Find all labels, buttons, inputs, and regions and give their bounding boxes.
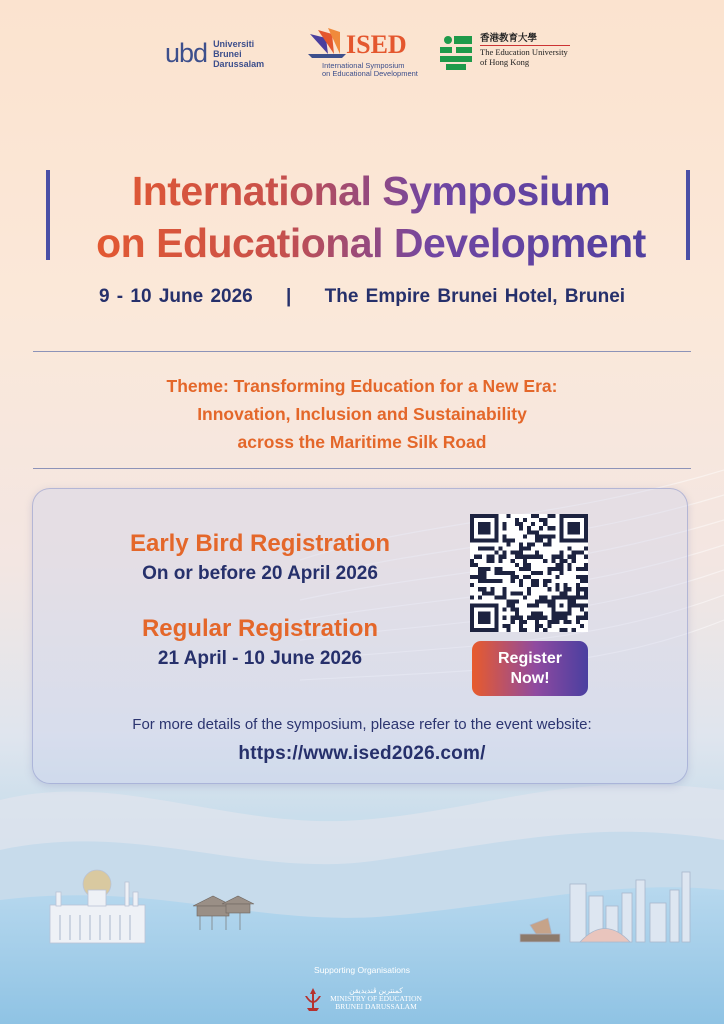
divider-bottom — [33, 468, 691, 469]
eduhk-logo — [440, 34, 570, 70]
register-button-line2: Now! — [510, 669, 550, 687]
event-separator: | — [286, 286, 292, 307]
event-venue: The Empire Brunei Hotel, Brunei — [324, 286, 626, 307]
ubd-line1: Universiti — [213, 38, 255, 49]
ised-line2: on Educational Development — [322, 69, 418, 78]
page-title — [56, 165, 686, 269]
moe-crest-icon — [302, 986, 324, 1012]
qr-code-icon[interactable] — [470, 514, 588, 632]
theme-line2: Innovation, Inclusion and Sustainability — [197, 404, 527, 424]
ubd-logo-mark: ubd — [165, 38, 208, 68]
regular-date: 21 April - 10 June 2026 — [157, 648, 363, 669]
moe-line2: BRUNEI DARUSSALAM — [335, 1002, 417, 1011]
ubd-line2: Brunei — [213, 48, 242, 59]
eduhk-line1: The Education University — [480, 47, 568, 57]
ubd-line3: Darussalam — [213, 58, 265, 69]
ised-logo — [306, 20, 416, 80]
details-text: For more details of the symposium, please refer to the event website: — [132, 716, 592, 733]
eduhk-line2: of Hong Kong — [480, 57, 530, 67]
ised-line1: International Symposium — [322, 61, 405, 70]
register-button-line1: Register — [497, 649, 563, 667]
title-bar-left — [46, 170, 50, 260]
title-line2: on Educational Development — [96, 220, 646, 266]
moe-jawi: كمنترين ڤنديديقن — [349, 986, 403, 995]
regular-title: Regular Registration — [141, 615, 379, 642]
theme-line3: across the Maritime Silk Road — [237, 432, 487, 452]
ubd-logo — [165, 38, 264, 69]
event-dates: 9 - 10 June 2026 — [98, 286, 253, 307]
early-bird-title: Early Bird Registration — [129, 530, 391, 557]
website-link[interactable]: https://www.ised2026.com/ — [238, 743, 486, 764]
supporting-organisations-label: Supporting Organisations — [314, 965, 410, 975]
ubd-logo-text — [213, 39, 264, 69]
moe-text — [330, 987, 422, 1011]
divider-top — [33, 351, 691, 352]
eduhk-logo-text — [480, 34, 570, 67]
ised-logo-mark: ISED — [346, 30, 407, 59]
moe-line1: MINISTRY OF EDUCATION — [330, 994, 422, 1003]
event-info — [0, 286, 724, 308]
early-bird-date: On or before 20 April 2026 — [142, 563, 378, 584]
moe-logo — [0, 986, 724, 1012]
title-bar-right — [686, 170, 690, 260]
eduhk-chinese: 香港教育大學 — [480, 34, 538, 44]
title-line1: International Symposium — [131, 168, 611, 214]
theme-text — [62, 372, 662, 456]
theme-line1: Theme: Transforming Education for a New Era: — [166, 376, 558, 396]
register-now-button[interactable] — [472, 641, 588, 696]
ised-logo-text — [322, 62, 418, 78]
eduhk-logo-icon — [440, 34, 474, 70]
